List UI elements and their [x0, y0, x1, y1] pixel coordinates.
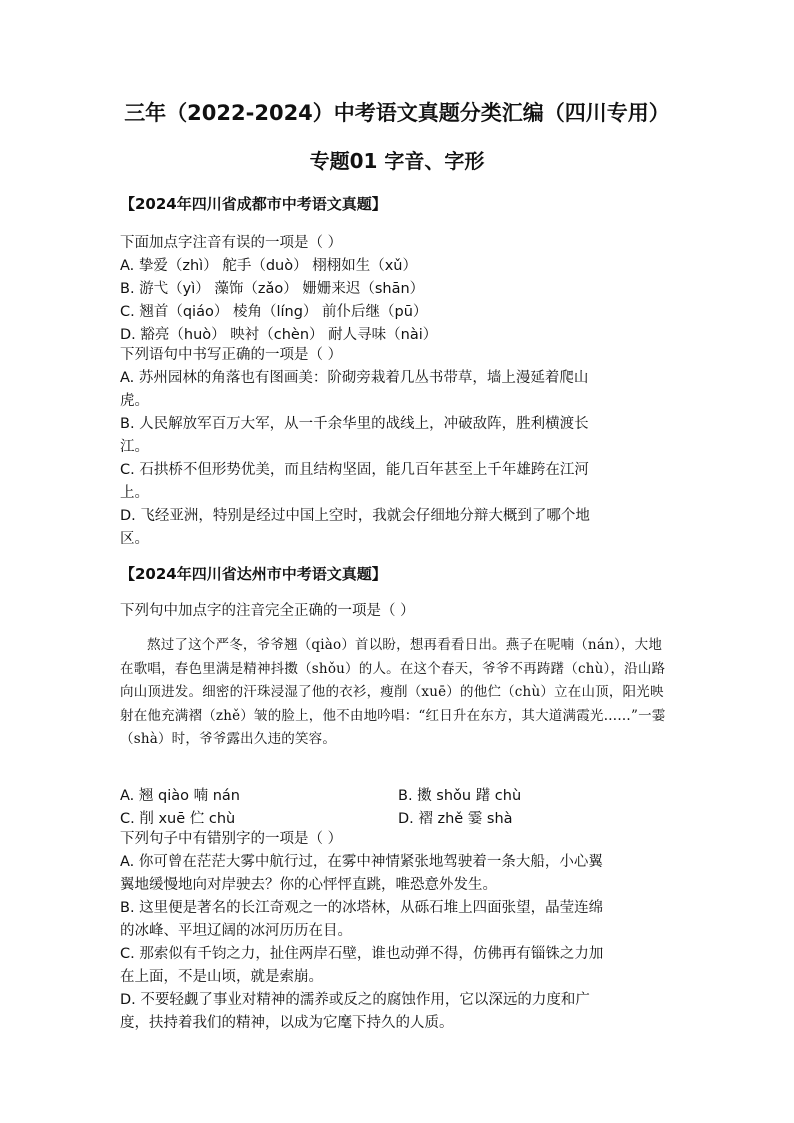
question-stem: 下面加点字注音有误的一项是（ ） — [120, 235, 343, 251]
option-a-line: A. 苏州园林的角落也有图画美：阶砌旁栽着几丛书带草，墙上漫延着爬山 — [120, 370, 589, 386]
option-c-cont: 上。 — [120, 485, 149, 501]
reading-passage: 熬过了这个严冬，爷爷翘（qiào）首以盼，想再看看日出。燕子在呢喃（nán），大地在歌唱，春色里满是精神抖擞（shǒu）的人。在这个春天，爷爷不再踌躇（chù），沿山路向山顶进发。细密的汗珠浸湿了他的衣衫，瘦削（xuē）的他伫（chù）立在山顶，阳光映射在他充满褶（zhě）皱的脸上，他不由地吟唱：“红日升在东方，其大道满霞光……”一霎（shà）时，爷爷露出久违的笑容。 — [120, 637, 666, 747]
option-a: A. 挚爱（zhì） 舵手（duò） 栩栩如生（xǔ） — [120, 258, 417, 274]
option-a-cont: 翼地缓慢地向对岸驶去？你的心怦怦直跳，唯恐意外发生。 — [120, 877, 497, 893]
option-d: D. 豁亮（huò） 映衬（chèn） 耐人寻味（nài） — [120, 327, 438, 343]
option-c-cont: 在上面，不是山顷，就是索崩。 — [120, 969, 323, 985]
option-d-line: D. 不要轻觑了事业对精神的濡养或反之的腐蚀作用，它以深远的力度和广 — [120, 992, 590, 1008]
option-a-cont: 虎。 — [120, 393, 149, 409]
question-stem: 下列句中加点字的注音完全正确的一项是（ ） — [120, 603, 415, 619]
option-c-line: C. 石拱桥不但形势优美，而且结构坚固，能几百年甚至上千年雄跨在江河 — [120, 462, 589, 478]
document-title: 三年（2022-2024）中考语文真题分类汇编（四川专用） — [124, 101, 670, 125]
section-heading-dazhou: 【2024年四川省达州市中考语文真题】 — [120, 565, 387, 583]
option-b-line: B. 人民解放军百万大军，从一千余华里的战线上，冲破敌阵，胜利横渡长 — [120, 416, 589, 432]
option-d-line: D. 飞经亚洲，特别是经过中国上空时，我就会仔细地分辩大概到了哪个地 — [120, 508, 590, 524]
option-b-line: B. 这里便是著名的长江奇观之一的冰塔林，从砾石堆上四面张望，晶莹连绵 — [120, 900, 604, 916]
document-subtitle: 专题01 字音、字形 — [309, 149, 485, 173]
option-b-cont: 的冰峰、平坦辽阔的冰河历历在目。 — [120, 923, 352, 939]
question-stem: 下列句子中有错别字的一项是（ ） — [120, 831, 343, 847]
option-c-line: C. 那索似有千钧之力，扯住两岸石壁，谁也动弹不得，仿佛再有锱铢之力加 — [120, 946, 604, 962]
option-b: B. 擞 shǒu 躇 chù — [398, 788, 522, 804]
option-a: A. 翘 qiào 喃 nán — [120, 788, 240, 804]
option-d-cont: 度，扶持着我们的精神，以成为它麾下持久的人质。 — [120, 1015, 454, 1031]
option-a-line: A. 你可曾在茫茫大雾中航行过，在雾中神情紧张地驾驶着一条大船，小心翼 — [120, 854, 603, 870]
section-heading-chengdu: 【2024年四川省成都市中考语文真题】 — [120, 195, 387, 213]
option-d-cont: 区。 — [120, 531, 149, 547]
question-stem: 下列语句中书写正确的一项是（ ） — [120, 347, 343, 363]
option-d: D. 褶 zhě 霎 shà — [398, 811, 513, 827]
option-c: C. 翘首（qiáo） 棱角（líng） 前仆后继（pū） — [120, 304, 428, 320]
option-c: C. 削 xuē 伫 chù — [120, 811, 236, 827]
option-b-cont: 江。 — [120, 439, 149, 455]
option-b: B. 游弋（yì） 藻饰（zǎo） 姗姗来迟（shān） — [120, 281, 425, 297]
